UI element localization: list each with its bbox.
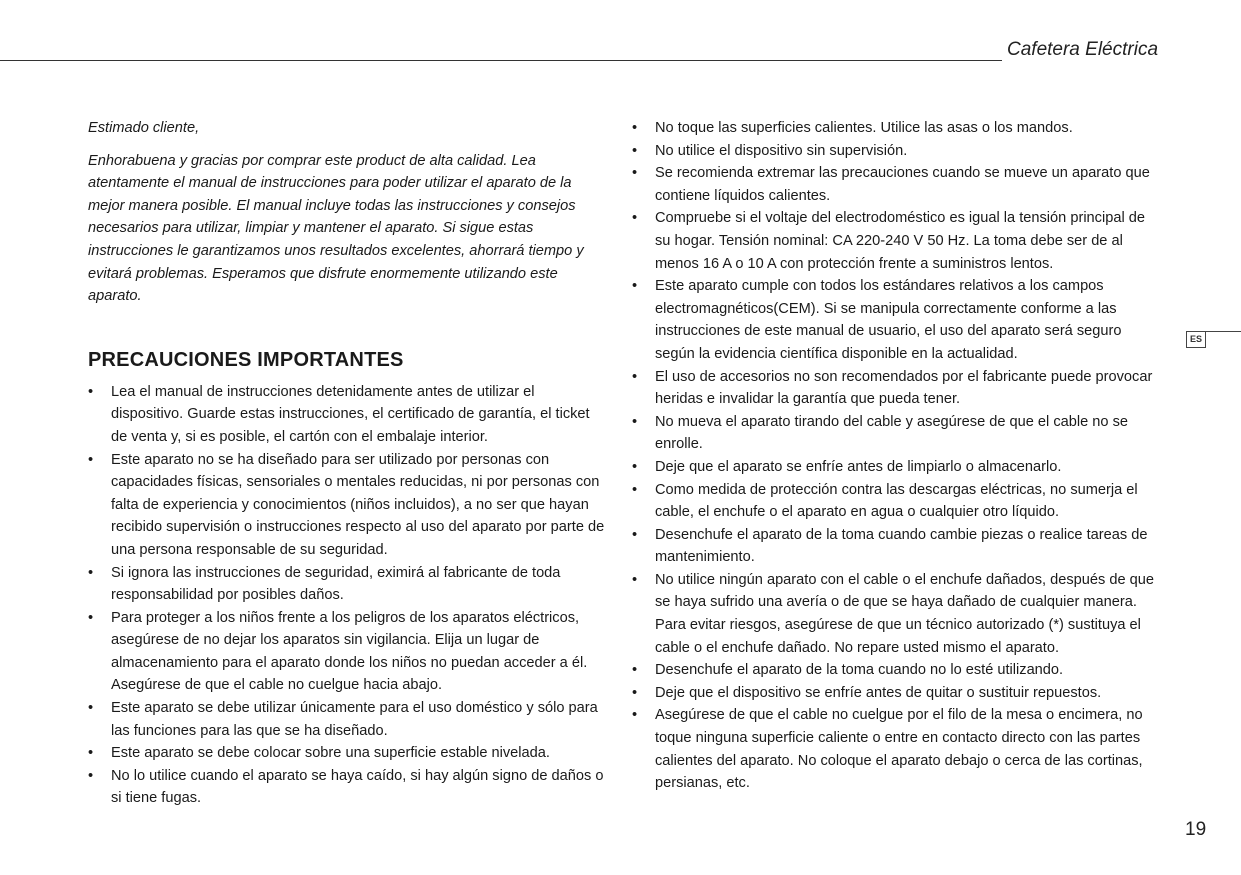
bullet-marker: • <box>632 458 638 475</box>
bullet-marker: • <box>632 368 638 385</box>
precaution-item <box>88 607 608 697</box>
bullet-marker: • <box>632 707 638 724</box>
precaution-text: Deje que el dispositivo se enfríe antes de quitar o sustituir repuestos. <box>655 684 1102 701</box>
bullet-marker: • <box>632 210 638 227</box>
precaution-text: Este aparato se debe utilizar únicamente para el uso doméstico y sólo para las funciones para las que se ha diseñado. <box>111 700 598 739</box>
precaution-text: Compruebe si el voltaje del electrodoméstico es igual la tensión principal de su hogar. Tensión nominal: CA 220-240 V 50 Hz. La toma debe ser de al menos 16 A o 10 A con protección frente a suministros lentos. <box>655 210 1145 272</box>
bullet-marker: • <box>632 684 638 701</box>
precaution-item <box>88 742 608 765</box>
precaution-item <box>632 275 1156 365</box>
precaution-item <box>632 682 1156 705</box>
precaution-item <box>632 704 1156 794</box>
bullet-marker: • <box>632 526 638 543</box>
precaution-text: No mueva el aparato tirando del cable y asegúrese de que el cable no se enrolle. <box>655 413 1128 453</box>
precaution-item <box>632 659 1156 682</box>
section-title: PRECAUCIONES IMPORTANTES <box>88 348 404 371</box>
precaution-text: Como medida de protección contra las descargas eléctricas, no sumerja el cable, el enchufe o el aparato en agua o cualquier otro líquido. <box>655 481 1138 521</box>
precaution-text: Este aparato cumple con todos los estándares relativos a los campos electromagnéticos(CEM). Si se manipula correctamente conforme a las instrucciones de este manual de usuario, el uso del aparato será seguro según la evidencia científica disponible en la actualidad. <box>655 278 1122 362</box>
bullet-marker: • <box>632 278 638 295</box>
right-column <box>632 117 1156 795</box>
page-number: 19 <box>1185 819 1207 840</box>
bullet-marker: • <box>88 767 94 784</box>
precaution-text: Si ignora las instrucciones de seguridad, eximirá al fabricante de toda responsabilidad por posibles daños. <box>111 564 561 604</box>
bullet-marker: • <box>88 383 94 400</box>
precaution-text: Este aparato se debe colocar sobre una superficie estable nivelada. <box>111 745 550 762</box>
precaution-text: Desenchufe el aparato de la toma cuando no lo esté utilizando. <box>655 662 1064 679</box>
precaution-item <box>88 697 608 742</box>
bullet-marker: • <box>632 662 638 679</box>
precaution-text: Este aparato no se ha diseñado para ser utilizado por personas con capacidades físicas, sensoriales o mentales reducidas, ni por personas con falta de experiencia y conocimientos (niños incluidos), a no ser que hayan recibido supervisión o instrucciones respecto al uso del aparato por parte de una persona responsable de su seguridad. <box>111 451 605 558</box>
precaution-text: No toque las superficies calientes. Utilice las asas o los mandos. <box>655 120 1073 136</box>
precaution-item <box>632 411 1156 456</box>
bullet-marker: • <box>88 609 94 626</box>
precaution-text: Para proteger a los niños frente a los peligros de los aparatos eléctricos, asegúrese de no dejar los aparatos sin vigilancia. Elija un lugar de almacenamiento para el aparato donde los niños no puedan acceder a él. Asegúrese de que el cable no cuelgue hacia abajo. <box>111 609 588 694</box>
precaution-item <box>632 140 1156 163</box>
bullet-marker: • <box>632 413 638 430</box>
precaution-text: Lea el manual de instrucciones detenidamente antes de utilizar el dispositivo. Guarde estas instrucciones, el certificado de garantía, el ticket de venta y, si es posible, el cartón con el embalaje interior. <box>111 383 590 445</box>
left-precautions-list <box>88 381 608 810</box>
intro-greeting: Estimado cliente, <box>88 120 200 136</box>
bullet-marker: • <box>632 165 638 182</box>
precaution-text: Se recomienda extremar las precauciones cuando se mueve un aparato que contiene líquidos calientes. <box>655 165 1150 204</box>
language-tab: ES <box>1186 331 1206 348</box>
intro <box>88 117 608 308</box>
bullet-marker: • <box>88 700 94 717</box>
precaution-text: No utilice el dispositivo sin supervisión. <box>655 142 908 159</box>
precaution-text: El uso de accesorios no son recomendados por el fabricante puede provocar heridas e invalidar la garantía que pueda tener. <box>655 368 1153 408</box>
precaution-text: Asegúrese de que el cable no cuelgue por el filo de la mesa o encimera, no toque ninguna superficie caliente o entre en contacto directo con las partes calientes del aparato. No coloque el aparato debajo o cerca de las cortinas, persianas, etc. <box>655 707 1143 792</box>
precaution-item <box>632 117 1156 140</box>
precaution-item <box>88 562 608 607</box>
bullet-marker: • <box>632 481 638 498</box>
right-precautions-list <box>632 117 1156 795</box>
precaution-item <box>632 456 1156 479</box>
precaution-text: Desenchufe el aparato de la toma cuando cambie piezas o realice tareas de mantenimiento. <box>655 526 1148 566</box>
bullet-marker: • <box>88 451 94 468</box>
page-header-title: Cafetera Eléctrica <box>1007 39 1159 60</box>
precaution-item <box>632 479 1156 524</box>
precaution-item <box>632 524 1156 569</box>
precaution-text: No utilice ningún aparato con el cable o el enchufe dañados, después de que se haya sufrido una avería o de que se haya dañado de cualquier manera. Para evitar riesgos, asegúrese de que un técnico autorizado (*) sustituya el cable o el enchufe dañado. No repare usted mismo el aparato. <box>655 571 1154 656</box>
bullet-marker: • <box>632 142 638 159</box>
bullet-marker: • <box>88 745 94 762</box>
precaution-item <box>88 381 608 449</box>
precaution-item <box>632 207 1156 275</box>
precaution-item <box>88 449 608 562</box>
bullet-marker: • <box>632 571 638 588</box>
left-column <box>88 117 608 810</box>
bullet-marker: • <box>88 564 94 581</box>
precaution-text: Deje que el aparato se enfríe antes de limpiarlo o almacenarlo. <box>655 458 1062 475</box>
precaution-text: No lo utilice cuando el aparato se haya caído, si hay algún signo de daños o si tiene fugas. <box>111 767 604 807</box>
bullet-marker: • <box>632 120 638 136</box>
precaution-item <box>632 569 1156 659</box>
intro-body: Enhorabuena y gracias por comprar este product de alta calidad. Lea atentamente el manual de instrucciones para poder utilizar el aparato de la mejor manera posible. El manual incluye todas las instrucciones y consejos necesarios para utilizar, limpiar y mantener el aparato. Si sigue estas instrucciones le garantizamos unos resultados excelentes, ahorrará tiempo y evitará problemas. Esperamos que disfrute enormemente utilizando este aparato. <box>88 152 584 305</box>
precaution-item <box>632 366 1156 411</box>
precaution-item <box>632 162 1156 207</box>
precaution-item <box>88 765 608 810</box>
header-rule <box>0 60 1002 61</box>
